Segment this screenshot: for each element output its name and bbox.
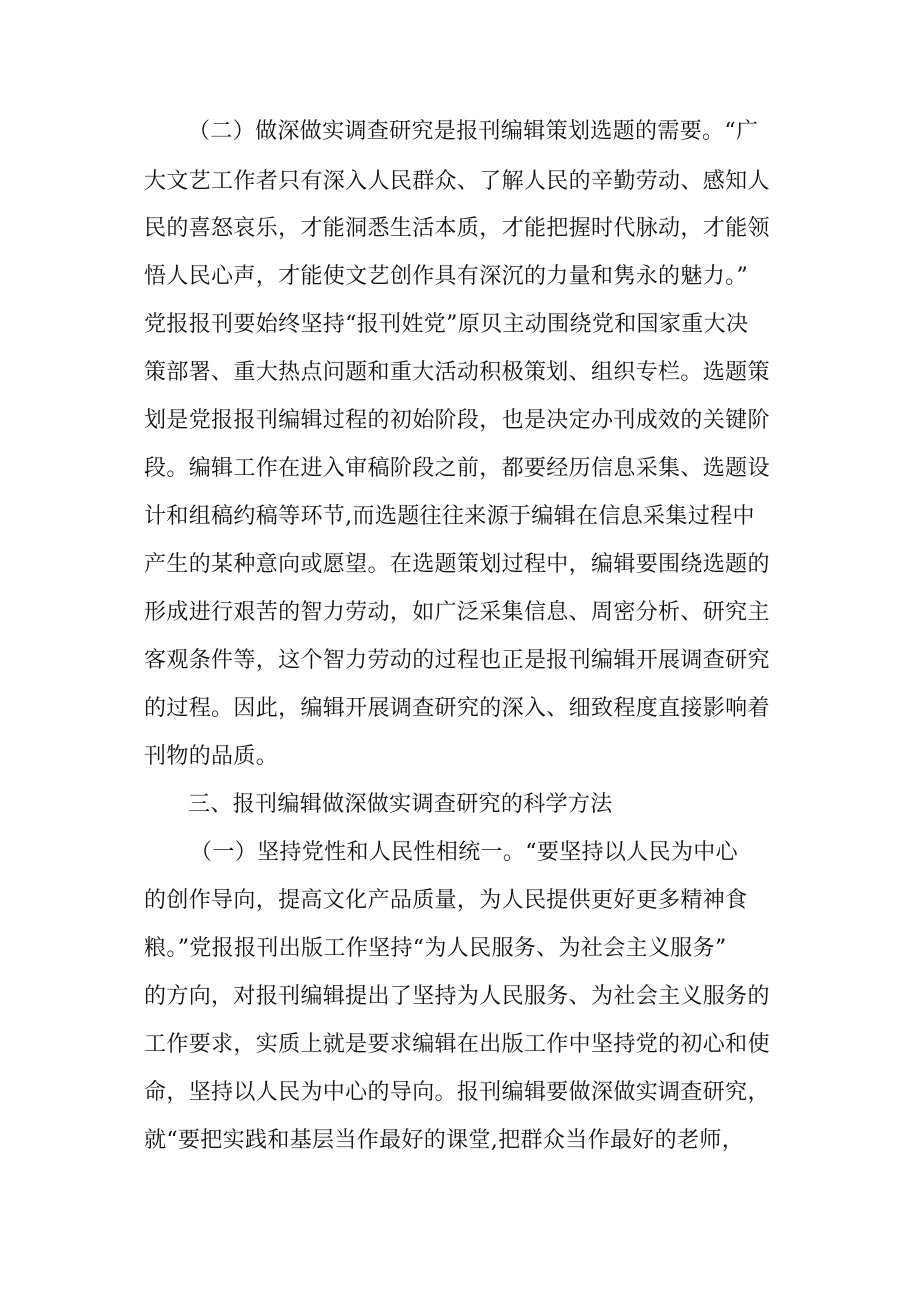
paragraph-line: 客观条件等，这个智力劳动的过程也正是报刊编辑开展调查研究 [144, 648, 770, 673]
paragraph-line: 的方向，对报刊编辑提出了坚持为人民服务、为社会主义服务的 [144, 984, 770, 1009]
paragraph-line: 段。编辑工作在进入审稿阶段之前，都要经历信息采集、选题设 [144, 456, 770, 481]
paragraph-line: 大文艺工作者只有深入人民群众、了解人民的辛勤劳动、感知人 [144, 169, 770, 194]
paragraph-line: 计和组稿约稿等环节,而选题往往来源于编辑在信息采集过程中 [144, 504, 755, 529]
paragraph-line: （二）做深做实调查研究是报刊编辑策划选题的需要。“广 [188, 119, 759, 144]
paragraph-line: 产生的某种意向或愿望。在选题策划过程中，编辑要围绕选题的 [144, 552, 770, 577]
paragraph-line: 悟人民心声，才能使文艺创作具有深沉的力量和隽永的魅力。” [144, 264, 749, 289]
paragraph-line: 的创作导向，提高文化产品质量，为人民提供更好更多精神食 [144, 888, 748, 913]
paragraph-line: 党报报刊要始终坚持“报刊姓党”原贝主动围绕党和国家重大决 [144, 312, 749, 337]
paragraph-line: 粮。”党报报刊出版工作坚持“为人民服务、为社会主义服务” [144, 936, 727, 961]
paragraph-line: 的过程。因此，编辑开展调查研究的深入、细致程度直接影响着 [144, 696, 770, 721]
paragraph-line: 工作要求，实质上就是要求编辑在出版工作中坚持党的初心和使 [144, 1032, 770, 1057]
paragraph-line: 就“要把实践和基层当作最好的课堂,把群众当作最好的老师， [144, 1128, 745, 1153]
paragraph-line: 形成进行艰苦的智力劳动，如广泛采集信息、周密分析、研究主 [144, 600, 770, 625]
paragraph-line: 民的喜怒哀乐，才能洞悉生活本质，才能把握时代脉动，才能领 [144, 216, 770, 241]
paragraph-line: 划是党报报刊编辑过程的初始阶段，也是决定办刊成效的关键阶 [144, 408, 770, 433]
paragraph-line: （一）坚持党性和人民性相统一。“要坚持以人民为中心 [190, 840, 738, 865]
paragraph-line: 刊物的品质。 [144, 744, 279, 769]
paragraph-line: 策部署、重大热点问题和重大活动积极策划、组织专栏。选题策 [144, 360, 770, 385]
section-heading: 三、报刊编辑做深做实调查研究的科学方法 [188, 792, 613, 817]
paragraph-line: 命，坚持以人民为中心的导向。报刊编辑要做深做实调查研究， [144, 1080, 770, 1105]
